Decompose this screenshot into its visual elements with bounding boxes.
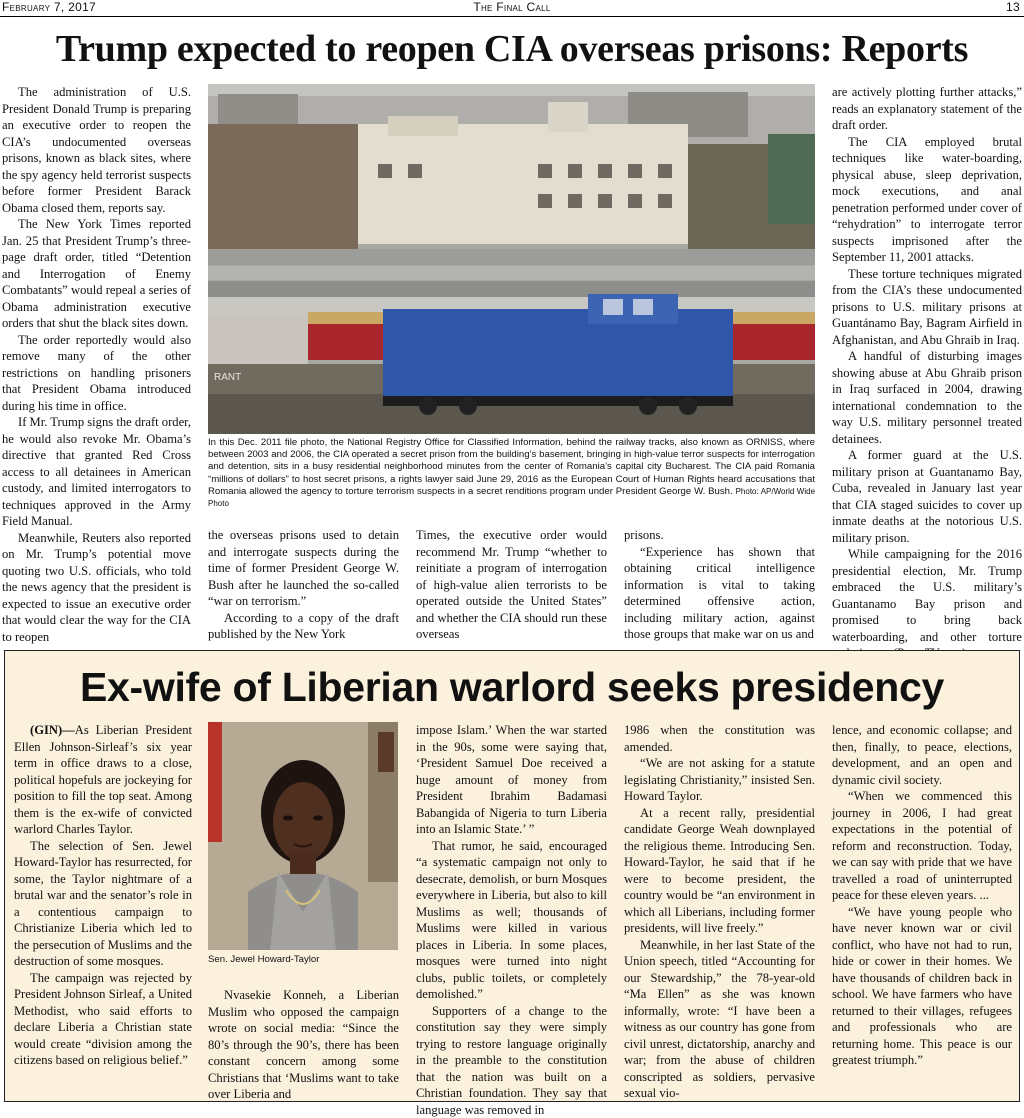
- dateline: (GIN)—: [30, 723, 75, 737]
- page-number: 13: [1006, 0, 1020, 14]
- paragraph: That rumor, he said, encouraged “a systematic campaign not only to desecrate, demolish, or burn Mosques everywhere in Liberia, but also to kill Muslims as well; thousands of Muslims were killed in various places in Liberia. In some places, mosques were turned into night clubs, public toilets, or completely demolished.”: [416, 838, 607, 1003]
- paragraph: “We have young people who have never known war or civil conflict, who have not had to run, hide or cower in their homes. We have thousands of children back in school. We have farmers who have returned to their villages, refugees and professionals who are returning home. This peace is our greatest triumph.”: [832, 904, 1012, 1069]
- paragraph: The New York Times reported Jan. 25 that President Trump’s three-page draft order, titled “Detention and Interrogation of Enemy Combatants” would repeal a series of Obama administration executive orders that shut the black sites down.: [2, 216, 191, 332]
- article2-column-5: [832, 722, 1012, 1096]
- paragraph: impose Islam.’ When the war started in the 90s, some were saying that, ‘President Samuel Doe received a huge amount of money from President Ibrahim Badamasi Babangida of Nigeria to turn Liberia into an Islamic State.’ ”: [416, 722, 607, 838]
- paragraph: The order reportedly would also remove many of the other restrictions on handling prisoners that President Obama introduced during his time in office.: [2, 332, 191, 415]
- issue-date: February 7, 2017: [2, 0, 96, 14]
- railway-building-photo: [208, 84, 815, 434]
- paragraph-text: As Liberian President Ellen Johnson-Sirleaf’s six year term in office draws to a close, political hopefuls are jockeying for position to fill the top seat. Among them is the ex-wife of convicted warlord Charles Taylor.: [14, 723, 192, 836]
- article2-column-2: [208, 987, 399, 1096]
- article2-column-1: [14, 722, 192, 1096]
- page-header: [0, 0, 1024, 17]
- paragraph: lence, and economic collapse; and then, finally, to peace, elections, development, and an open and dynamic civil society.: [832, 722, 1012, 788]
- article1-column-2: [208, 527, 399, 640]
- paragraph: A former guard at the U.S. military prison at Guantanamo Bay, Cuba, revealed in January last year that CIA staged suicides to cover up inmate deaths at the notorious U.S. military prison.: [832, 447, 1022, 546]
- paragraph: are actively plotting further attacks,” reads an explanatory statement of the draft order.: [832, 84, 1022, 134]
- paragraph: The CIA employed brutal techniques like water-boarding, physical abuse, sleep deprivation, mock executions, and anal penetration performed under cover of “rehydration” to interrogate terror suspects imprisoned after the September 11, 2001 attacks.: [832, 134, 1022, 266]
- article2-headline: Ex-wife of Liberian warlord seeks presidency: [0, 664, 1024, 712]
- paragraph: If Mr. Trump signs the draft order, he would also revoke Mr. Obama’s directive that granted Red Cross access to all detainees in American custody, and limited interrogators to techniques approved in the Army Field Manual.: [2, 414, 191, 530]
- paragraph: the overseas prisons used to detain and interrogate suspects during the time of former President George W. Bush after he launched the so-called “war on terrorism.”: [208, 527, 399, 610]
- paragraph: The administration of U.S. President Donald Trump is preparing an executive order to reopen the CIA’s undocumented overseas prisons, known as black sites, where the spy agency held terrorist suspects before former President Barack Obama closed them, reports say.: [2, 84, 191, 216]
- photo-caption-text: In this Dec. 2011 file photo, the National Registry Office for Classified Information, behind the railway tracks, also known as ORNISS, where between 2003 and 2006, the CIA operated a secret prison from the building’s basement, bringing in high-value terror suspects for interrogation and detention, sits in a busy residential neighborhood minutes from the center of Romania’s capital city Bucharest. The CIA paid Romania “millions of dollars” to host secret prisons, a rights lawyer said June 29, 2016 as the European Court of Human Rights heard accusations that Romania allowed the agency to torture terrorism suspects in a secret renditions program under President George W. Bush.: [208, 437, 815, 497]
- paragraph: The campaign was rejected by President Johnson Sirleaf, a United Methodist, who said efforts to declare Liberia a Christian state would create “division among the citizens based on religious belief.”: [14, 970, 192, 1069]
- article1-column-5: [832, 84, 1022, 640]
- paragraph: Meanwhile, Reuters also reported on Mr. Trump’s potential move quoting two U.S. officials, who told the news agency that the president is expected to issue an executive order that would clear the way for the CIA to reopen: [2, 530, 191, 646]
- article2-portrait-photo: [208, 722, 398, 950]
- paragraph: The selection of Sen. Jewel Howard-Taylor has resurrected, for some, the Taylor nightmare of a brutal war and the senator’s role in a contentious campaign to Christianize Liberia which led to the persecution of Muslims and the destruction of some mosques.: [14, 838, 192, 970]
- paragraph: A handful of disturbing images showing abuse at Abu Ghraib prison in Iraq surfaced in 2004, drawing international condemnation to the way U.S. military personnel treated detainees.: [832, 348, 1022, 447]
- article1-column-1: [2, 84, 191, 640]
- portrait-image: [208, 722, 398, 950]
- paragraph-text: While campaigning for the 2016 presidential election, Mr. Trump embraced the U.S. military’s Guantanamo Bay prison and promised to bring back waterboarding, and other torture: [832, 547, 1022, 660]
- paragraph: Times, the executive order would recommend Mr. Trump “whether to reinitiate a program of interrogation of high-value alien terrorists to be operated outside the United States” and whether the CIA should run these overseas: [416, 527, 607, 643]
- paragraph: [14, 722, 192, 838]
- article1-photo: [208, 84, 815, 434]
- article2-column-3: [416, 722, 607, 1096]
- article2-column-4: [624, 722, 815, 1096]
- article1-column-3: [416, 527, 607, 640]
- paragraph: 1986 when the constitution was amended.: [624, 722, 815, 755]
- paragraph: These torture techniques migrated from the CIA’s these undocumented prisons to U.S. military prisons at Guantánamo Bay, Bagram Airfield in Afghanistan, and Abu Ghraib in Iraq.: [832, 266, 1022, 349]
- article1-photo-caption: [208, 437, 815, 513]
- paragraph: “We are not asking for a statute legislating Christianity,” insisted Sen. Howard Taylor.: [624, 755, 815, 805]
- paragraph: prisons.: [624, 527, 815, 544]
- photo-credit: Photo: AP/World Wide Photo: [208, 487, 815, 508]
- paragraph: [832, 546, 1022, 662]
- article2-photo-caption: Sen. Jewel Howard-Taylor: [208, 954, 398, 968]
- paragraph: “Experience has shown that obtaining critical intelligence information is vital to taking determined offensive action, including military action, against those groups that make war on us and: [624, 544, 815, 643]
- photo-sign-text: RANT: [214, 372, 241, 383]
- publication-name: The Final Call: [0, 0, 1024, 14]
- paragraph: Nvasekie Konneh, a Liberian Muslim who opposed the campaign wrote on social media: “Since the 80’s through the 90’s, there has been constant concern among some Christians that ‘Muslims want to take over Liberia and: [208, 987, 399, 1103]
- paragraph: According to a copy of the draft published by the New York: [208, 610, 399, 643]
- paragraph: At a recent rally, presidential candidate George Weah downplayed the religious theme. Introducing Sen. Howard-Taylor, he said that if he were to become president, the country would be “an environment in which all Liberians, including former presidents, will live freely.”: [624, 805, 815, 937]
- article1-column-4: [624, 527, 815, 640]
- paragraph: Meanwhile, in her last State of the Union speech, titled “Accounting for our Stewardship,” the 78-year-old “Ma Ellen” as she was known informally, wrote: “I have been a witness as our country has gone from civil unrest, dictatorship, anarchy and war; from the abuse of children conscripted as soldiers, pervasive sexual vio-: [624, 937, 815, 1102]
- paragraph: “When we commenced this journey in 2006, I had great expectations in the potential of reform and reconstruction. Today, we can say with pride that we have travelled a road of uninterrupted peace for these eleven years. ...: [832, 788, 1012, 904]
- paragraph: Supporters of a change to the constitution say they were simply trying to restore language originally in the preamble to the constitution that the nation was built on a Christian foundation. They say that language was removed in: [416, 1003, 607, 1118]
- article1-headline: Trump expected to reopen CIA overseas prisons: Reports: [0, 27, 1024, 75]
